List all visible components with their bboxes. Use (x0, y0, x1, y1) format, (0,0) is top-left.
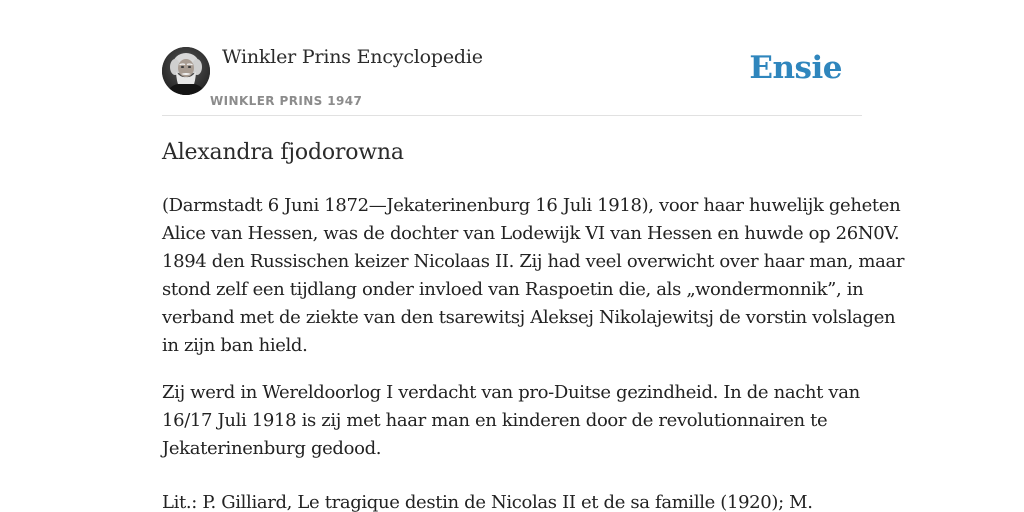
paragraph-line: in zijn ban hield. (162, 335, 308, 356)
article-paragraph (162, 379, 882, 463)
literature-paragraph (162, 489, 882, 512)
article-title: Alexandra fjodorowna (162, 140, 404, 165)
paragraph-line: Jekaterinenburg gedood. (162, 438, 382, 459)
paragraph-line: 1894 den Russischen keizer Nicolaas II. Zij had veel overwicht over haar man, maar (162, 251, 905, 272)
paragraph-line: (Darmstadt 6 Juni 1872—Jekaterinenburg 16 Juli 1918), voor haar huwelijk geheten (162, 195, 901, 216)
paragraph-line: Lit.: P. Gilliard, Le tragique destin de Nicolas II et de sa famille (1920); M. (162, 492, 813, 512)
paragraph-line: Alice van Hessen, was de dochter van Lodewijk VI van Hessen en huwde op 26N0V. (162, 223, 900, 244)
source-title[interactable]: Winkler Prins Encyclopedie (222, 46, 483, 68)
paragraph-line: 16/17 Juli 1918 is zij met haar man en kinderen door de revolutionnairen te (162, 410, 828, 431)
paragraph-line: stond zelf een tijdlang onder invloed van Raspoetin die, als „wondermonnik”, in (162, 279, 864, 300)
bearded-man-portrait-icon[interactable] (162, 47, 210, 95)
source-header (162, 0, 862, 116)
page-container (162, 0, 905, 512)
edition-label: WINKLER PRINS 1947 (210, 94, 363, 108)
article-paragraph (162, 192, 905, 360)
ensie-logo[interactable]: Ensie (749, 50, 842, 86)
paragraph-line: verband met de ziekte van den tsarewitsj Aleksej Nikolajewitsj de vorstin volslagen (162, 307, 896, 328)
paragraph-line: Zij werd in Wereldoorlog I verdacht van pro-Duitse gezindheid. In de nacht van (162, 382, 860, 403)
